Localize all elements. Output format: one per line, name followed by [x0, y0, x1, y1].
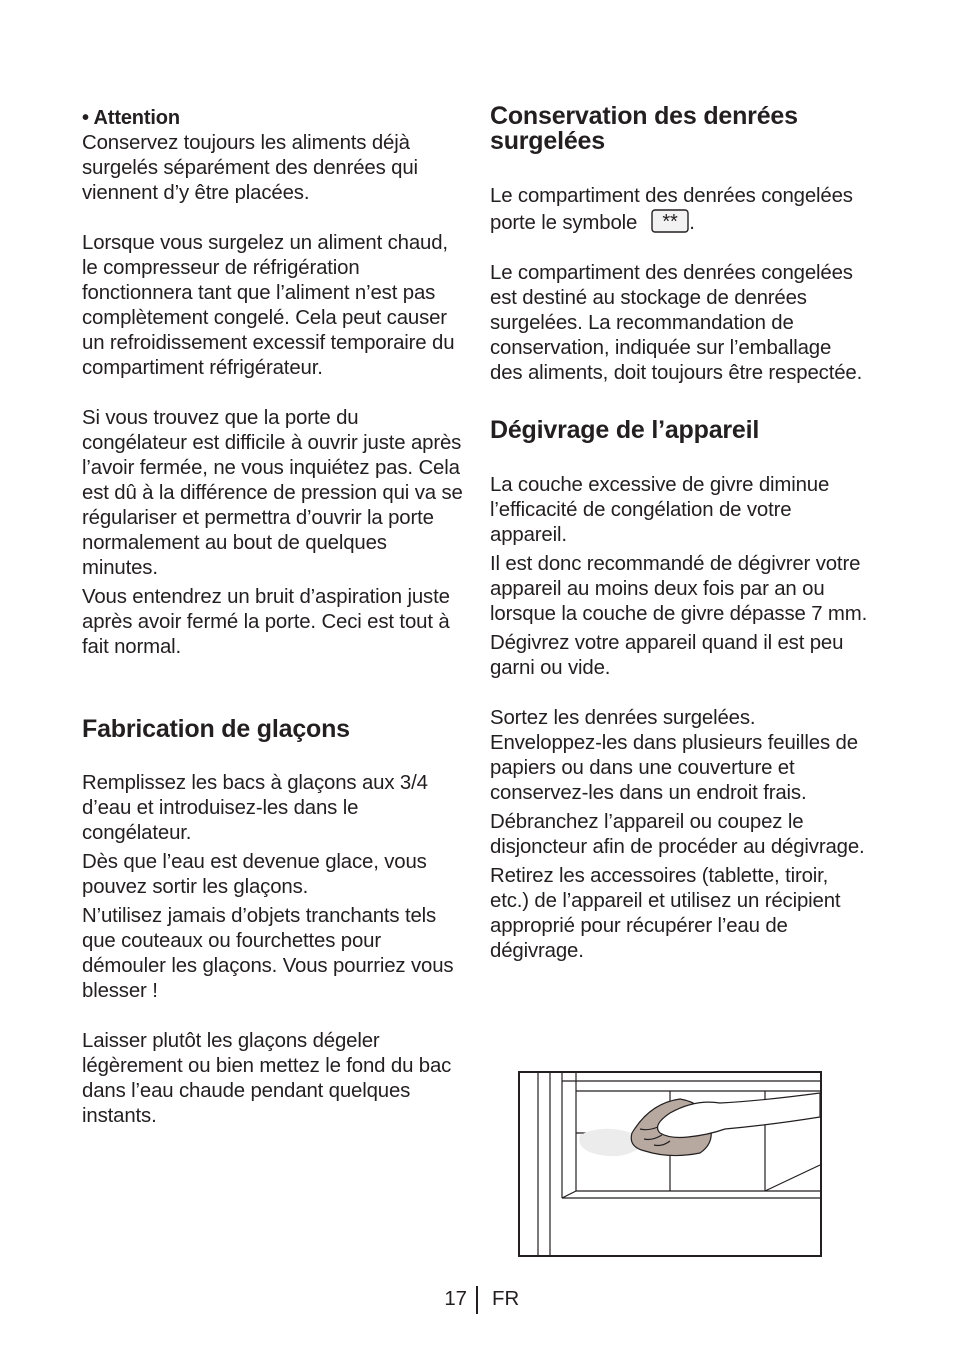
- defrost-paragraph-1: La couche excessive de givre diminue l’efficacité de congélation de votre appareil.: [490, 474, 830, 546]
- left-column: [82, 104, 464, 1129]
- paragraph-door: Si vous trouvez que la porte du congélateur est difficile à ouvrir juste après l’avoir fermée, ne vous inquiétez pas. Cela est dû à la différence de pression qui va se régulariser et permettra d’ouvrir la porte normalement au bout de quelques minutes.: [82, 407, 463, 579]
- ice-heading: Fabrication de glaçons: [82, 715, 350, 743]
- ice-paragraph-1: Remplissez les bacs à glaçons aux 3/4 d’eau et introduisez-les dans le congélateur.: [82, 772, 428, 844]
- ice-paragraph-2: Dès que l’eau est devenue glace, vous pouvez sortir les glaçons.: [82, 851, 427, 898]
- defrost-paragraph-6: Retirez les accessoires (tablette, tiroir, etc.) de l’appareil et utilisez un récipient approprié pour récupérer l’eau de dégivrage.: [490, 865, 841, 962]
- page-footer: [0, 1286, 954, 1314]
- defrost-paragraph-2: Il est donc recommandé de dégivrer votre appareil au moins deux fois par an ou lorsque la couche de givre dépasse 7 mm.: [490, 553, 868, 625]
- defrost-paragraph-5: Débranchez l’appareil ou coupez le disjoncteur afin de procéder au dégivrage.: [490, 811, 865, 858]
- conservation-period: .: [689, 212, 695, 234]
- footer-divider: [476, 1286, 478, 1314]
- freezer-star-icon: [651, 209, 689, 233]
- defrost-heading: Dégivrage de l’appareil: [490, 416, 760, 444]
- paragraph-compressor: Lorsque vous surgelez un aliment chaud, le compresseur de réfrigération fonctionnera tant que l’aliment n’est pas complètement congelé. Cela peut causer un refroidissement excessif temporaire du compartiment réfrigérateur.: [82, 232, 455, 379]
- paragraph-noise: Vous entendrez un bruit d’aspiration juste après avoir fermé la porte. Ceci est tout à fait normal.: [82, 586, 450, 658]
- defrost-paragraph-3: Dégivrez votre appareil quand il est peu garni ou vide.: [490, 632, 844, 679]
- conservation-paragraph-2: Le compartiment des denrées congelées est destiné au stockage de denrées surgelées. La recommandation de conservation, indiquée sur l’emballage des aliments, doit toujours être respectée.: [490, 262, 863, 384]
- attention-label: • Attention: [82, 107, 180, 129]
- conservation-text: Le compartiment des denrées congelées porte le symbole: [490, 185, 853, 234]
- ice-paragraph-4: Laisser plutôt les glaçons dégeler légèrement ou bien mettez le fond du bac dans l’eau chaude pendant quelques instants.: [82, 1030, 452, 1127]
- defrost-paragraph-4: Sortez les denrées surgelées. Enveloppez-les dans plusieurs feuilles de papiers ou dans une couverture et conservez-les dans un endroit frais.: [490, 707, 858, 804]
- conservation-heading: Conservation des denrées surgelées: [490, 102, 798, 155]
- conservation-paragraph-1: [490, 184, 868, 236]
- defrost-illustration: [518, 1071, 822, 1257]
- freezer-star-symbol: **: [662, 211, 678, 233]
- hand-wiping-illustration: [520, 1073, 820, 1255]
- language-code: FR: [492, 1288, 520, 1310]
- right-column: [490, 104, 868, 964]
- page-number: 17: [444, 1288, 467, 1310]
- attention-text: Conservez toujours les aliments déjà surgelés séparément des denrées qui viennent d’y être placées.: [82, 132, 418, 204]
- ice-paragraph-3: N’utilisez jamais d’objets tranchants tels que couteaux ou fourchettes pour démouler les glaçons. Vous pourriez vous blesser !: [82, 905, 454, 1002]
